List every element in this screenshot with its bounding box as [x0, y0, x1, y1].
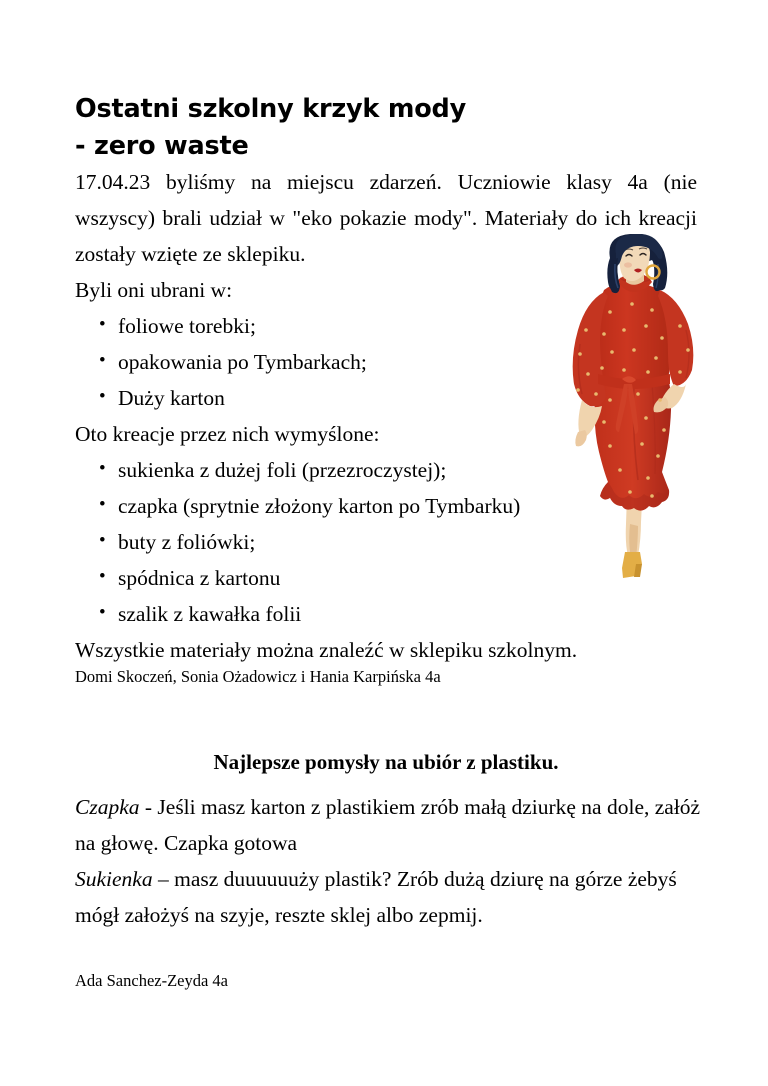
tip-body-czapka: - Jeśli masz karton z plastikiem zrób małą dziurkę na dole, załóż na głowę. Czapka gotowa — [75, 795, 701, 855]
dress-bodice — [595, 274, 671, 386]
tip-body-sukienka: – masz duuuuuuży plastik? Zrób dużą dziurę na górze żebyś mógł założyś na szyje, reszte sklej albo zepmij. — [75, 867, 677, 927]
byline-authors-second: Ada Sanchez-Zeyda 4a — [75, 970, 229, 990]
byline-authors-first: Domi Skoczeń, Sonia Ożadowicz i Hania Karpińska 4a — [75, 666, 441, 686]
section-heading: Najlepsze pomysły na ubiór z plastiku. — [213, 750, 559, 775]
list-item: • sukienka z dużej foli (przezroczystej); — [75, 452, 697, 488]
worn-intro-line: Byli oni ubrani w: — [75, 278, 233, 302]
tips-block — [75, 789, 705, 933]
tip-term-czapka: Czapka — [75, 795, 140, 819]
list-item: • czapka (sprytnie złożony karton po Tymbarku) — [75, 488, 697, 524]
intro-paragraph: 17.04.23 byliśmy na miejscu zdarzeń. Uczniowie klasy 4a (nie wszyscy) brali udział w "eko pokazie mody". Materiały do ich kreacji zostały wzięte ze sklepiku. — [75, 170, 697, 266]
tip-sukienka — [75, 861, 705, 933]
list-item: • szalik z kawałka folii — [75, 596, 697, 632]
title-line-1: Ostatni szkolny krzyk mody — [75, 94, 467, 125]
creations-intro-line: Oto kreacje przez nich wymyślone: — [75, 422, 380, 446]
tip-term-sukienka: Sukienka — [75, 867, 153, 891]
page-title — [75, 91, 635, 165]
list-item: • opakowania po Tymbarkach; — [75, 344, 697, 380]
list-item: • foliowe torebki; — [75, 308, 697, 344]
shoe — [622, 552, 642, 578]
list-item: • buty z foliówki; — [75, 524, 697, 560]
list-item: • spódnica z kartonu — [75, 560, 697, 596]
closing-line: Wszystkie materiały można znaleźć w sklepiku szkolnym. — [75, 638, 578, 662]
list-item: • Duży karton — [75, 380, 697, 416]
fashion-illustration-woman-in-red-dress — [552, 234, 720, 586]
tip-czapka — [75, 789, 705, 861]
woman-red-dress-svg — [552, 234, 720, 586]
title-line-2: - zero waste — [75, 131, 249, 162]
